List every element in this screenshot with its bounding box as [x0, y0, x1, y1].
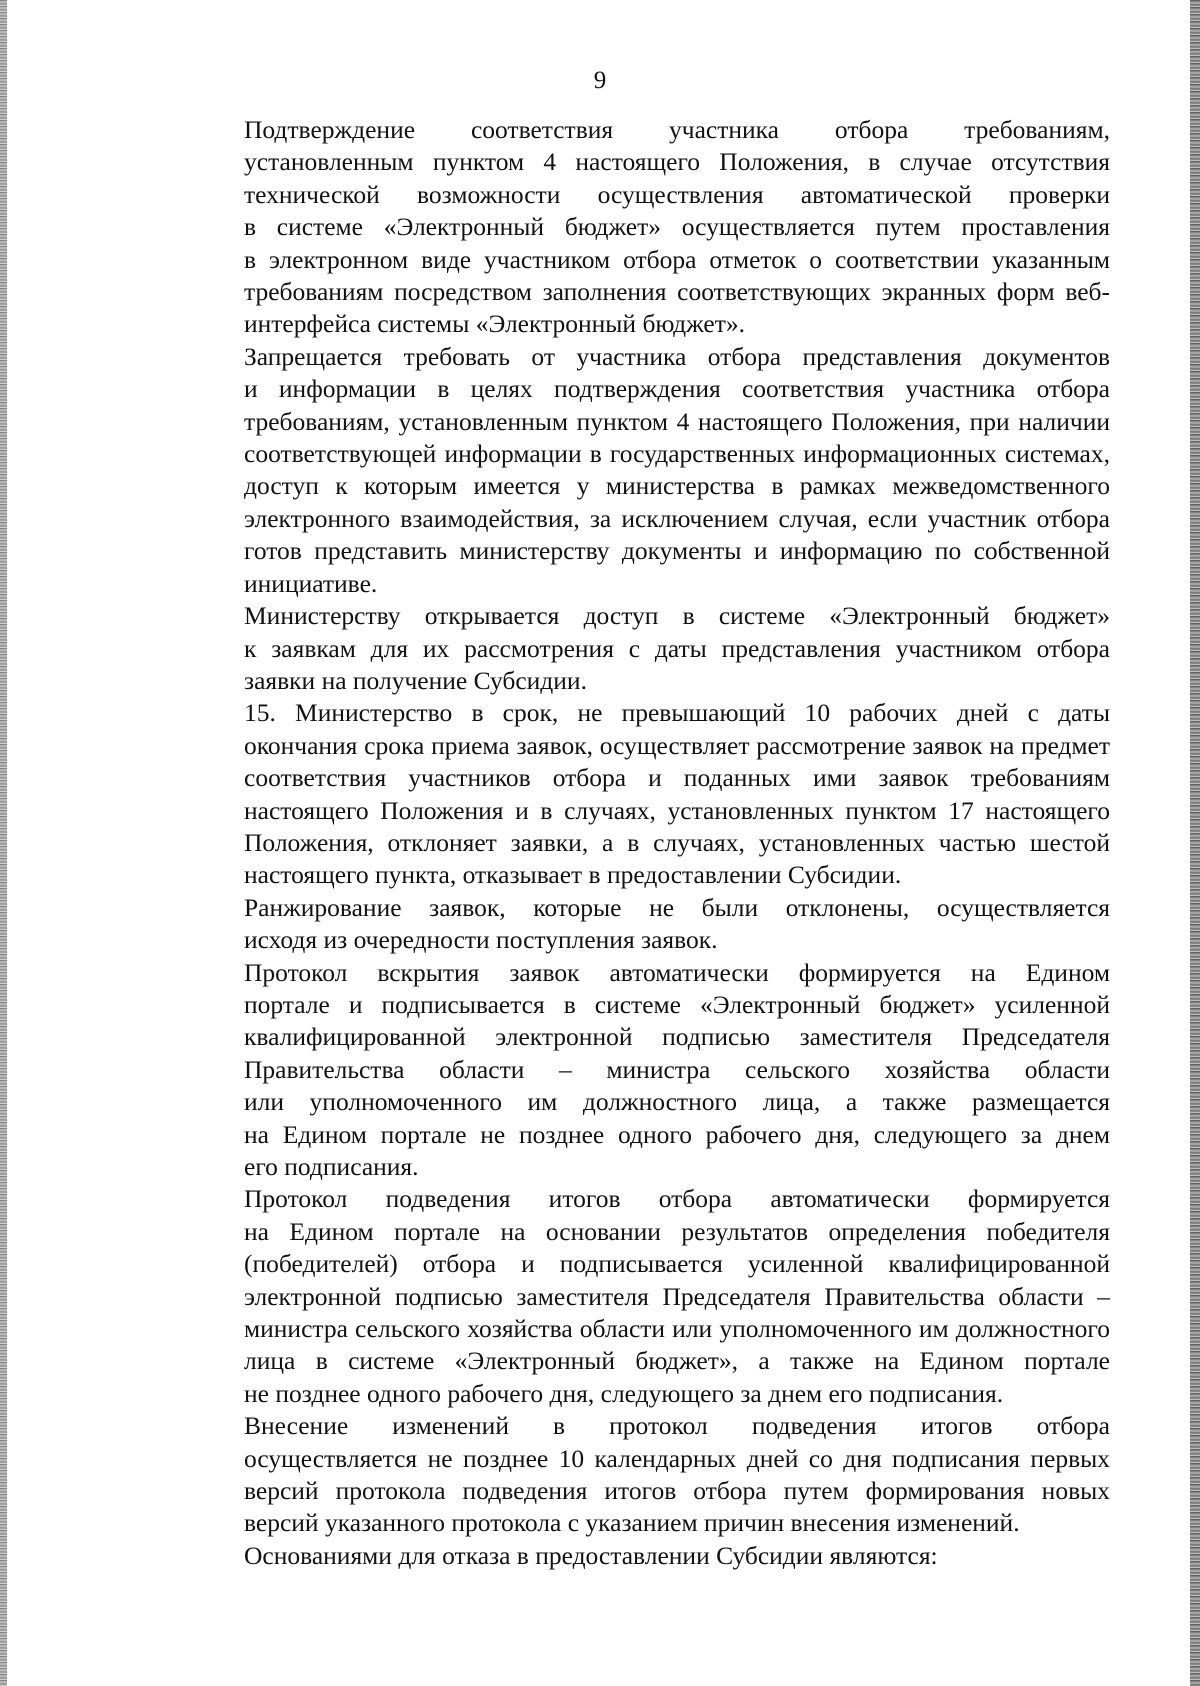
text-line: на Едином портале на основании результатов определения победителя — [244, 1216, 1110, 1246]
text-line: настоящего пункта, отказывает в предоставлении Субсидии. — [244, 860, 902, 890]
text-line: в электронном виде участником отбора отметок о соответствии указанным — [244, 244, 1110, 274]
text-line: установленным пунктом 4 настоящего Положения, в случае отсутствия — [244, 147, 1110, 177]
text-line: (победителей) отбора и подписывается усиленной квалифицированной — [244, 1249, 1110, 1279]
text-line: технической возможности осуществления автоматической проверки — [244, 179, 1110, 209]
text-line: исходя из очередности поступления заявок. — [244, 925, 718, 955]
text-line: или уполномоченного им должностного лица, а также размещается — [244, 1087, 1110, 1117]
text-line: Протокол подведения итогов отбора автоматически формируется — [244, 1184, 1110, 1214]
paragraph-opening-protocol — [172, 957, 1110, 1184]
text-line: на Едином портале не позднее одного рабочего дня, следующего за днем — [244, 1119, 1110, 1149]
text-line: электронного взаимодействия, за исключением случая, если участник отбора — [244, 503, 1110, 533]
text-line: требованиям посредством заполнения соответствующих экранных форм веб- — [244, 277, 1110, 307]
text-line: его подписания. — [244, 1152, 419, 1181]
text-line: доступ к которым имеется у министерства в рамках межведомственного — [244, 471, 1110, 501]
text-line: соответствия участников отбора и поданных ими заявок требованиям — [244, 763, 1110, 793]
text-line: Подтверждение соответствия участника отбора требованиям, — [244, 115, 1110, 144]
text-line: Положения, отклоняет заявки, а в случаях, установленных частью шестой — [244, 827, 1110, 857]
text-line: требованиям, установленным пунктом 4 настоящего Положения, при наличии — [244, 406, 1110, 436]
text-line: к заявкам для их рассмотрения с даты представления участником отбора — [244, 633, 1110, 663]
text-line: портале и подписывается в системе «Электронный бюджет» усиленной — [244, 989, 1110, 1019]
document-body — [172, 114, 1110, 1572]
text-line: Правительства области – министра сельского хозяйства области — [244, 1054, 1110, 1084]
text-line: Протокол вскрытия заявок автоматически формируется на Едином — [244, 957, 1110, 987]
paragraph-confirmation-of-compliance — [172, 114, 1110, 341]
text-line: в системе «Электронный бюджет» осуществляется путем проставления — [244, 212, 1110, 242]
text-line: инициативе. — [244, 568, 378, 598]
paragraph-protocol-changes — [172, 1410, 1110, 1540]
text-line: заявки на получение Субсидии. — [244, 665, 587, 695]
text-line: квалифицированной электронной подписью заместителя Председателя — [244, 1022, 1110, 1052]
text-line: настоящего Положения и в случаях, установленных пунктом 17 настоящего — [244, 795, 1110, 825]
paragraph-document-request-prohibition — [172, 341, 1110, 600]
text-line: версий указанного протокола с указанием причин внесения изменений. — [244, 1508, 1020, 1538]
text-line: министра сельского хозяйства области или уполномоченного им должностного — [244, 1314, 1110, 1344]
text-line: готов представить министерству документы и информацию по собственной — [244, 536, 1110, 566]
text-line: окончания срока приема заявок, осуществляет рассмотрение заявок на предмет — [244, 730, 1110, 760]
text-line: Министерству открывается доступ в системе «Электронный бюджет» — [244, 601, 1110, 631]
text-line: Ранжирование заявок, которые не были отклонены, осуществляется — [244, 892, 1110, 922]
text-line: интерфейса системы «Электронный бюджет». — [244, 309, 746, 339]
page-number: 9 — [593, 67, 607, 94]
text-line: не позднее одного рабочего дня, следующего за днем его подписания. — [244, 1378, 1004, 1408]
text-line: Основаниями для отказа в предоставлении Субсидии являются: — [244, 1540, 938, 1570]
text-line: лица в системе «Электронный бюджет», а также на Едином портале — [244, 1346, 1110, 1376]
text-line: осуществляется не позднее 10 календарных дней со дня подписания первых — [244, 1443, 1110, 1473]
paragraph-refusal-grounds — [172, 1540, 1110, 1572]
text-line: Внесение изменений в протокол подведения итогов отбора — [244, 1411, 1110, 1441]
text-line: соответствующей информации в государственных информационных системах, — [244, 439, 1110, 469]
paragraph-ministry-access — [172, 600, 1110, 697]
paragraph-item-15 — [172, 697, 1110, 891]
paragraph-results-protocol — [172, 1183, 1110, 1410]
scan-edge-left — [0, 0, 7, 1686]
scan-edge-right — [1190, 0, 1200, 1686]
text-line: 15. Министерство в срок, не превышающий 10 рабочих дней с даты — [244, 698, 1110, 728]
text-line: Запрещается требовать от участника отбора представления документов — [244, 341, 1110, 371]
text-line: электронной подписью заместителя Председателя Правительства области – — [244, 1281, 1110, 1311]
text-line: версий протокола подведения итогов отбора путем формирования новых — [244, 1476, 1110, 1506]
text-line: и информации в целях подтверждения соответствия участника отбора — [244, 374, 1110, 404]
paragraph-ranking — [172, 892, 1110, 957]
